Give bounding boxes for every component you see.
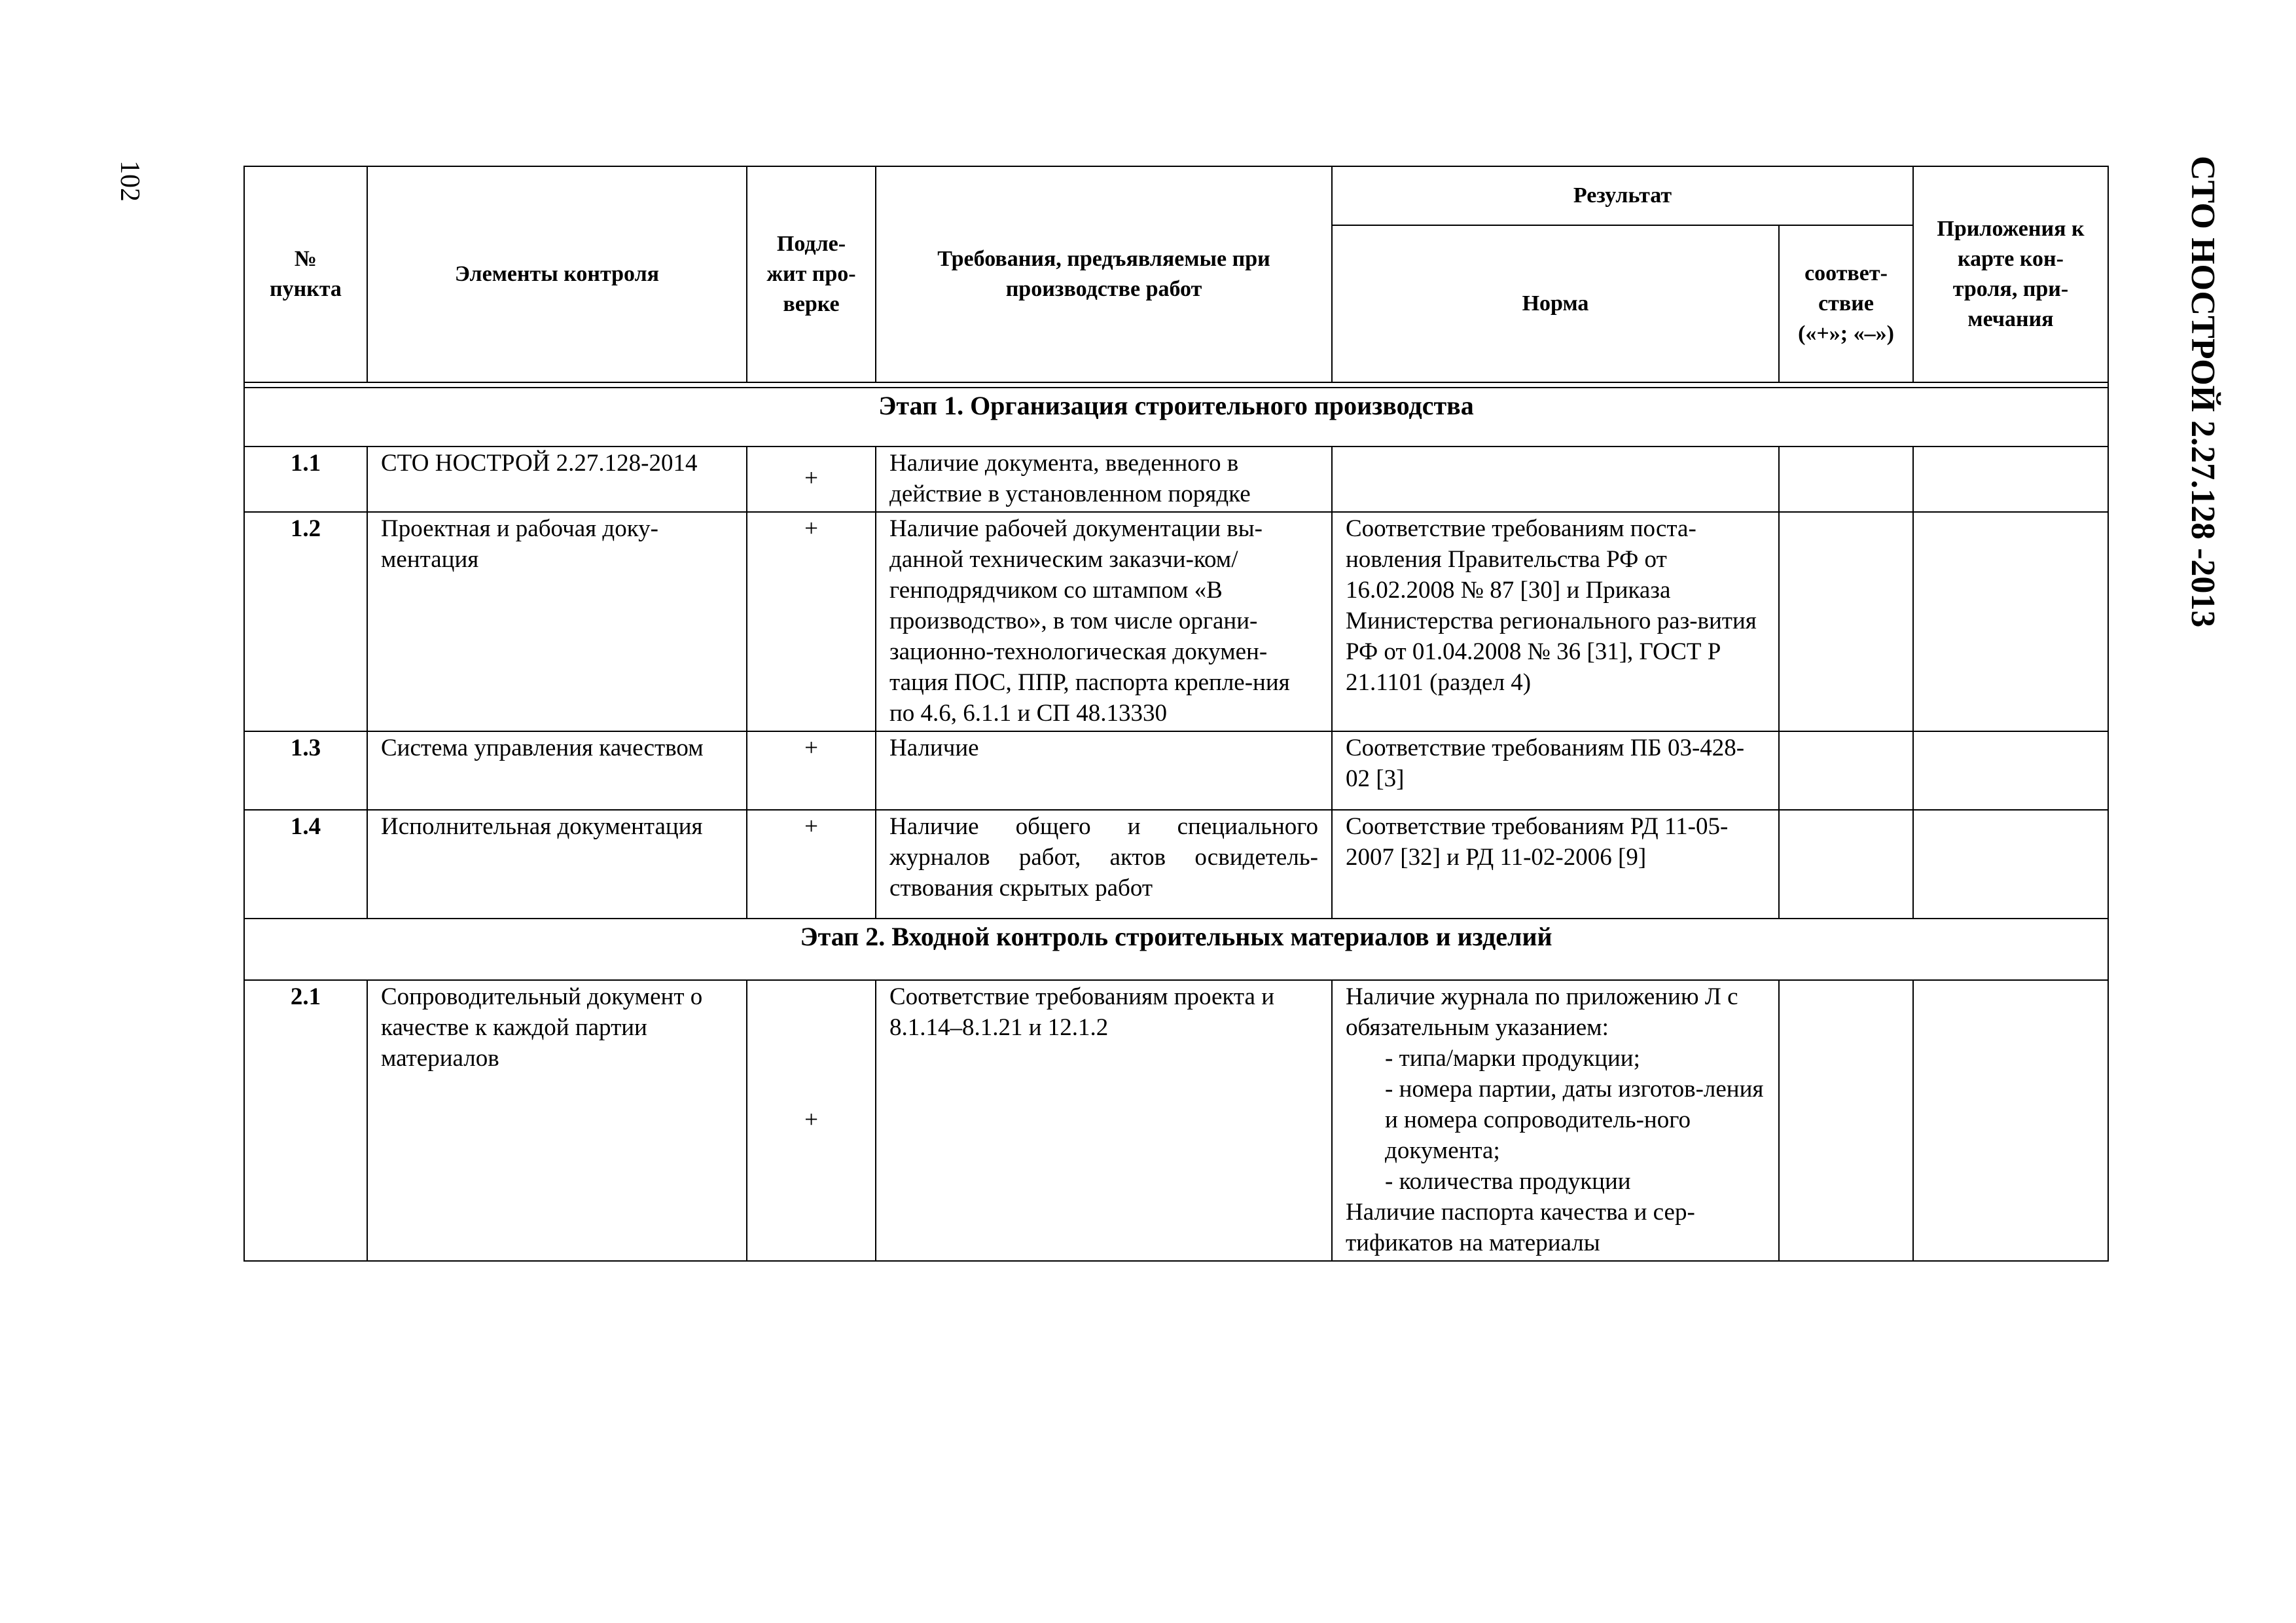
header-norm: Норма [1332, 225, 1779, 382]
stage-1-title: Этап 1. Организация строительного производства [244, 388, 2108, 447]
row-num: 2.1 [244, 980, 367, 1261]
control-table [243, 166, 2109, 1262]
norm-list-item: - типа/марки продукции; [1385, 1044, 1640, 1072]
row-requirement: Наличие [876, 731, 1332, 810]
row-num: 1.3 [244, 731, 367, 810]
header-requirements: Требования, предъявляемые при производстве работ [876, 166, 1332, 382]
row-num: 1.4 [244, 810, 367, 919]
norm-intro: Наличие журнала по приложению Л с обязательным указанием: [1346, 983, 1738, 1041]
header-element: Элементы контроля [367, 166, 747, 382]
row-conformity [1779, 447, 1913, 512]
row-element: Сопроводительный документ о качестве к каждой партии материалов [367, 980, 747, 1261]
row-check: + [747, 447, 876, 512]
norm-outro: Наличие паспорта качества и сер-тификатов на материалы [1346, 1198, 1695, 1256]
header-appendix: Приложения к карте кон-троля, при-мечания [1913, 166, 2108, 382]
row-check: + [747, 512, 876, 731]
row-appendix [1913, 447, 2108, 512]
page-number: 102 [115, 160, 145, 202]
table-row [244, 810, 2108, 919]
row-conformity [1779, 980, 1913, 1261]
header-num: № пункта [244, 166, 367, 382]
row-conformity [1779, 731, 1913, 810]
row-appendix [1913, 810, 2108, 919]
row-requirement: Соответствие требованиям проекта и 8.1.14–8.1.21 и 12.1.2 [876, 980, 1332, 1261]
row-check: + [747, 731, 876, 810]
norm-list-item: - номера партии, даты изготов-ления и номера сопроводитель-ного документа; [1385, 1075, 1764, 1164]
separator-cell [244, 382, 2108, 388]
document-code: СТО НОСТРОЙ 2.27.128 -2013 [2184, 156, 2221, 628]
table-row [244, 731, 2108, 810]
header-row [244, 166, 2108, 225]
row-element: Исполнительная документация [367, 810, 747, 919]
row-element: СТО НОСТРОЙ 2.27.128-2014 [367, 447, 747, 512]
row-requirement: Наличие рабочей документации вы-данной техническим заказчи-ком/генподрядчиком со штампом «В производство», в том числе органи-зационно-технологическая докумен-тация ПОС, ППР, паспорта крепле-ния по 4.6, 6.1.1 и СП 48.13330 [876, 512, 1332, 731]
table-row [244, 447, 2108, 512]
row-appendix [1913, 512, 2108, 731]
row-norm: Соответствие требованиям РД 11-05-2007 [32] и РД 11-02-2006 [9] [1332, 810, 1779, 919]
row-check: + [747, 980, 876, 1261]
row-check: + [747, 810, 876, 919]
row-conformity [1779, 512, 1913, 731]
row-requirement: Наличие документа, введенного в действие в установленном порядке [876, 447, 1332, 512]
row-norm: Соответствие требованиям ПБ 03-428-02 [3] [1332, 731, 1779, 810]
stage-row [244, 388, 2108, 447]
header-separator [244, 382, 2108, 388]
row-conformity [1779, 810, 1913, 919]
header-subject: Подле-жит про-верке [747, 166, 876, 382]
row-element: Проектная и рабочая доку-ментация [367, 512, 747, 731]
norm-list-item: - количества продукции [1385, 1167, 1631, 1195]
row-appendix [1913, 731, 2108, 810]
stage-2-title: Этап 2. Входной контроль строительных материалов и изделий [244, 919, 2108, 980]
row-norm: Соответствие требованиям поста-новления Правительства РФ от 16.02.2008 № 87 [30] и Приказа Министерства регионального раз-вития РФ от 01.04.2008 № 36 [31], ГОСТ Р 21.1101 (раздел 4) [1332, 512, 1779, 731]
row-norm [1332, 447, 1779, 512]
header-result: Результат [1332, 166, 1913, 225]
row-num: 1.1 [244, 447, 367, 512]
stage-row [244, 919, 2108, 980]
row-num: 1.2 [244, 512, 367, 731]
row-norm [1332, 980, 1779, 1261]
table-row [244, 980, 2108, 1261]
table-row [244, 512, 2108, 731]
header-conformity: соответ-ствие («+»; «–») [1779, 225, 1913, 382]
row-requirement: Наличие общего и специального журналов работ, актов освидетель-ствования скрытых работ [876, 810, 1332, 919]
row-element: Система управления качеством [367, 731, 747, 810]
row-appendix [1913, 980, 2108, 1261]
